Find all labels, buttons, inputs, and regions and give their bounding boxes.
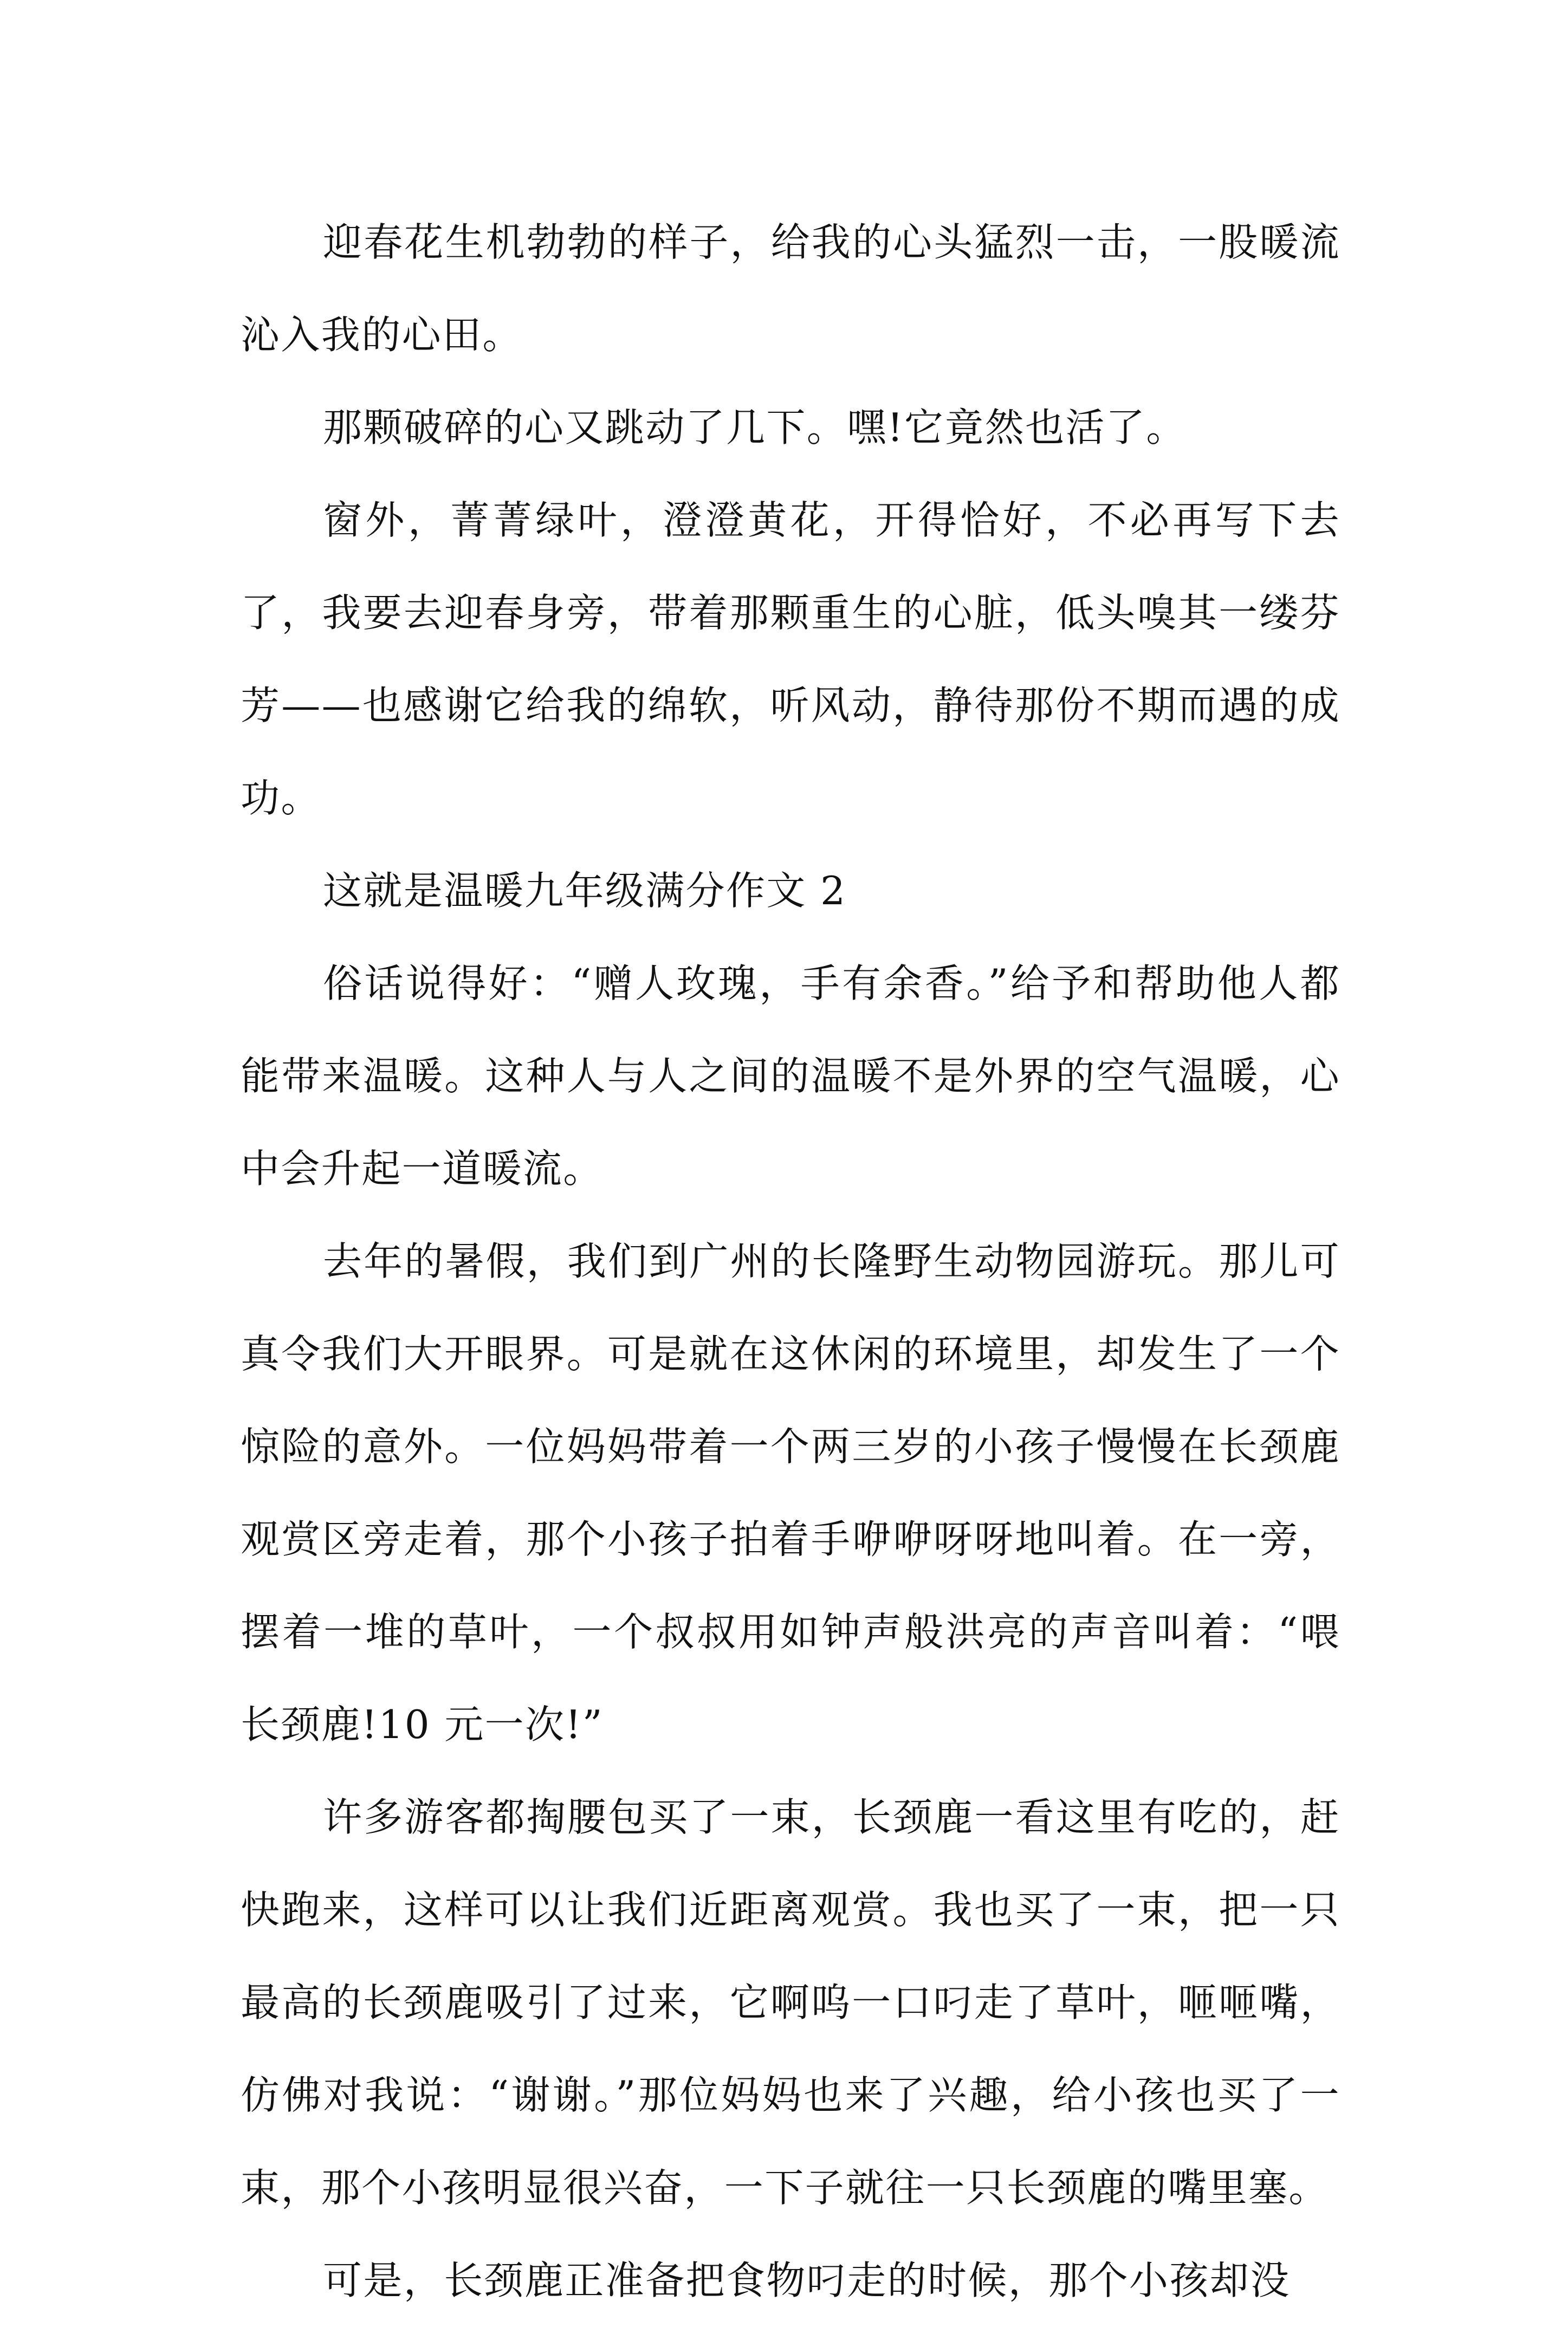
paragraph: 那颗破碎的心又跳动了几下。嘿!它竟然也活了。 [323, 405, 1187, 450]
paragraph: 可是，长颈鹿正准备把食物叼走的时候，那个小孩却没 [323, 2258, 1291, 2303]
document-body [241, 196, 1340, 2327]
paragraph: 俗话说得好：“赠人玫瑰，手有余香。”给予和帮助他人都能带来温暖。这种人与人之间的温暖不是外界的空气温暖，心中会升起一道暖流。 [241, 961, 1340, 1191]
paragraph: 许多游客都掏腰包买了一束，长颈鹿一看这里有吃的，赶快跑来，这样可以让我们近距离观赏。我也买了一束，把一只最高的长颈鹿吸引了过来，它啊呜一口叼走了草叶，咂咂嘴，仿佛对我说：“谢谢。”那位妈妈也来了兴趣，给小孩也买了一束，那个小孩明显很兴奋，一下子就往一只长颈鹿的嘴里塞。 [241, 1794, 1340, 2211]
paragraph: 窗外，菁菁绿叶，澄澄黄花，开得恰好，不必再写下去了，我要去迎春身旁，带着那颗重生的心脏，低头嗅其一缕芬芳——也感谢它给我的绵软，听风动，静待那份不期而遇的成功。 [241, 497, 1340, 821]
paragraph: 去年的暑假，我们到广州的长隆野生动物园游玩。那儿可真令我们大开眼界。可是就在这休闲的环境里，却发生了一个惊险的意外。一位妈妈带着一个两三岁的小孩子慢慢在长颈鹿观赏区旁走着，那个小孩子拍着手咿咿呀呀地叫着。在一旁，摆着一堆的草叶，一个叔叔用如钟声般洪亮的声音叫着：“喂长颈鹿!10 元一次!” [241, 1239, 1340, 1747]
section-heading: 这就是温暖九年级满分作文 2 [323, 868, 847, 913]
paragraph: 迎春花生机勃勃的样子，给我的心头猛烈一击，一股暖流沁入我的心田。 [241, 219, 1340, 358]
